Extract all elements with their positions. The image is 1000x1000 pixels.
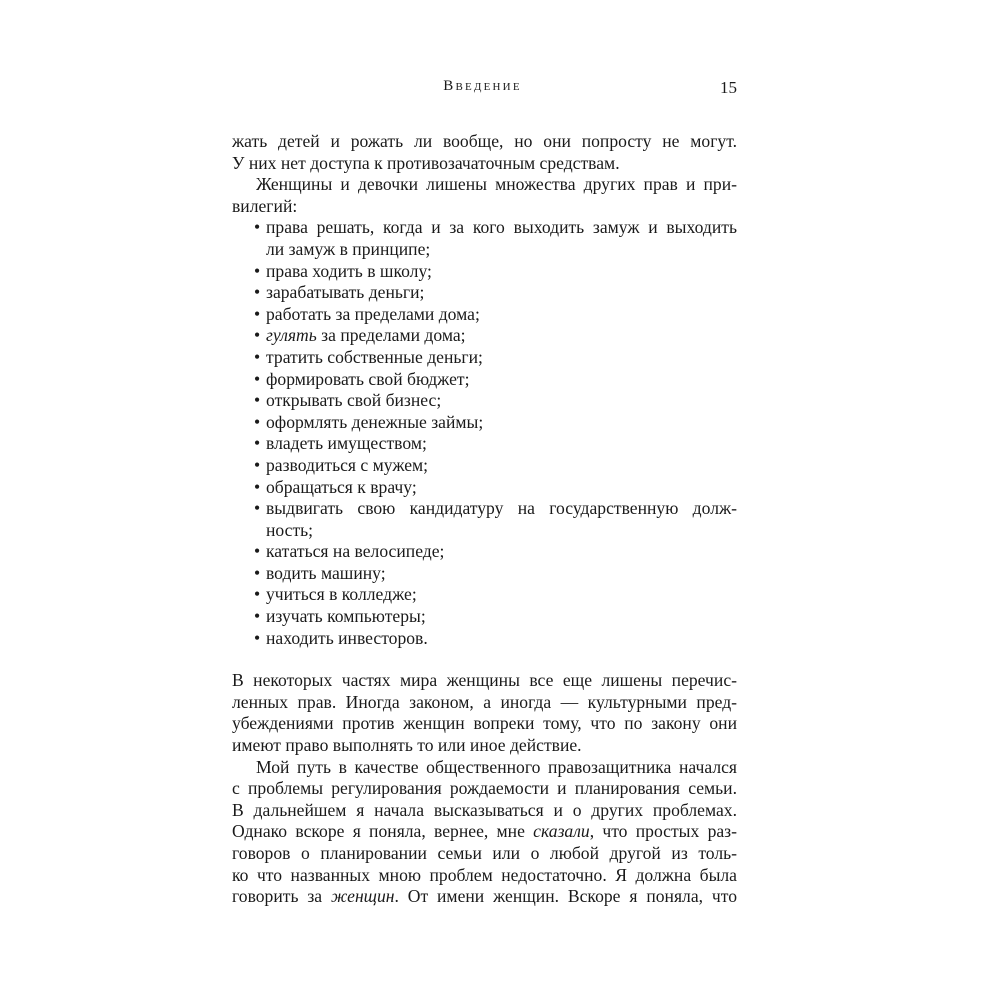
list-item-text: тратить собственные деньги; — [266, 346, 483, 367]
body-text — [232, 131, 737, 908]
list-item-text: находить инвесторов. — [266, 627, 428, 648]
bullet-icon: • — [254, 303, 261, 324]
list-item — [232, 347, 737, 369]
text-line: говоров о планировании семьи или о любой другой из толь- — [232, 843, 737, 863]
emphasis-text: гулять — [266, 325, 317, 346]
list-item — [232, 584, 737, 606]
bullet-icon: • — [254, 411, 261, 432]
list-item — [232, 628, 737, 650]
bullet-icon: • — [254, 476, 261, 497]
list-item-text: работать за пределами дома; — [266, 303, 480, 324]
list-item — [232, 563, 737, 585]
bullet-icon: • — [254, 498, 261, 519]
list-item-text: оформлять денежные займы; — [266, 411, 484, 432]
bullet-icon: • — [254, 282, 261, 303]
list-item-text: открывать свой бизнес; — [266, 390, 442, 411]
list-item — [232, 217, 737, 260]
list-item-text: разводиться с мужем; — [266, 454, 429, 475]
bullet-icon: • — [254, 562, 261, 583]
running-header — [228, 78, 737, 102]
paragraph-gap — [232, 649, 737, 670]
list-item-text: ность; — [266, 519, 314, 540]
text-line — [232, 886, 737, 908]
list-item-text: зарабатывать деньги; — [266, 282, 425, 303]
list-item — [232, 433, 737, 455]
bullet-icon: • — [254, 390, 261, 411]
bullet-icon: • — [254, 606, 261, 627]
text-line: убеждениями против женщин вопреки тому, что по закону они — [232, 713, 737, 734]
text-segment: . От имени женщин. Вскоре я поняла, что — [394, 886, 737, 907]
list-item-text: ли замуж в принципе; — [266, 238, 431, 259]
text-line: жать детей и рожать ли вообще, но они попросту не могут. — [232, 131, 737, 151]
list-item — [232, 325, 737, 347]
text-line: ленных прав. Иногда законом, а иногда — культурными пред- — [232, 691, 737, 712]
bullet-icon: • — [254, 217, 261, 238]
emphasis-text: сказали — [533, 821, 590, 842]
list-item — [232, 477, 737, 499]
bullet-icon: • — [254, 454, 261, 475]
list-item-text-rest: за пределами дома; — [316, 325, 466, 346]
bullet-icon: • — [254, 584, 261, 605]
list-item — [232, 261, 737, 283]
text-line: В некоторых частях мира женщины все еще лишены перечис- — [232, 670, 737, 691]
bullet-icon: • — [254, 260, 261, 281]
list-item-text: учиться в колледже; — [266, 584, 417, 605]
list-item-text: права ходить в школу; — [266, 260, 432, 281]
emphasis-text: женщин — [331, 886, 395, 907]
text-segment: Однако вскоре я поняла, вернее, мне — [232, 821, 534, 842]
list-item — [232, 369, 737, 391]
bullet-icon: • — [254, 433, 261, 454]
list-item-text: водить машину; — [266, 562, 386, 583]
text-line: В дальнейшем я начала высказываться и о других проблемах. — [232, 799, 737, 820]
bullet-icon: • — [254, 368, 261, 389]
list-item — [232, 282, 737, 304]
text-line: ко что названных мною проблем недостаточно. Я должна была — [232, 864, 737, 885]
text-line: с проблемы регулирования рождаемости и планирования семьи. — [232, 778, 737, 799]
bullet-icon: • — [254, 346, 261, 367]
list-item — [232, 455, 737, 477]
path-paragraph — [232, 757, 737, 908]
text-segment: , что простых раз- — [589, 821, 737, 842]
chapter-title: Введение — [443, 78, 522, 94]
bullet-icon: • — [254, 627, 261, 648]
text-line: имеют право выполнять то или иное действие. — [232, 735, 582, 756]
list-item-text: обращаться к врачу; — [266, 476, 417, 497]
list-item — [232, 606, 737, 628]
text-line: Женщины и девочки лишены множества других прав и при- — [256, 174, 737, 195]
list-item-text: выдвигать свою кандидатуру на государственную долж- — [266, 498, 737, 519]
list-item — [232, 412, 737, 434]
list-item-text: владеть имуществом; — [266, 433, 427, 454]
bullet-icon: • — [254, 541, 261, 562]
text-line: У них нет доступа к противозачаточным средствам. — [232, 152, 620, 173]
list-item — [232, 541, 737, 563]
list-item — [232, 390, 737, 412]
list-item-text — [266, 325, 737, 347]
list-item — [232, 498, 737, 541]
text-line — [232, 821, 737, 843]
text-line: вилегий: — [232, 195, 298, 216]
bullet-icon: • — [254, 325, 261, 346]
rights-list — [232, 217, 737, 649]
page-number: 15 — [720, 78, 737, 97]
list-item-text: изучать компьютеры; — [266, 606, 426, 627]
list-item-text: кататься на велосипеде; — [266, 541, 445, 562]
list-item-text: права решать, когда и за кого выходить замуж и выходить — [266, 217, 737, 238]
text-line: Мой путь в качестве общественного правозащитника начался — [256, 756, 737, 777]
world-paragraph — [232, 670, 737, 756]
list-item-text: формировать свой бюджет; — [266, 368, 470, 389]
text-segment: говорить за — [232, 886, 331, 907]
intro-paragraph — [232, 131, 737, 174]
rights-paragraph — [232, 174, 737, 217]
list-item — [232, 304, 737, 326]
